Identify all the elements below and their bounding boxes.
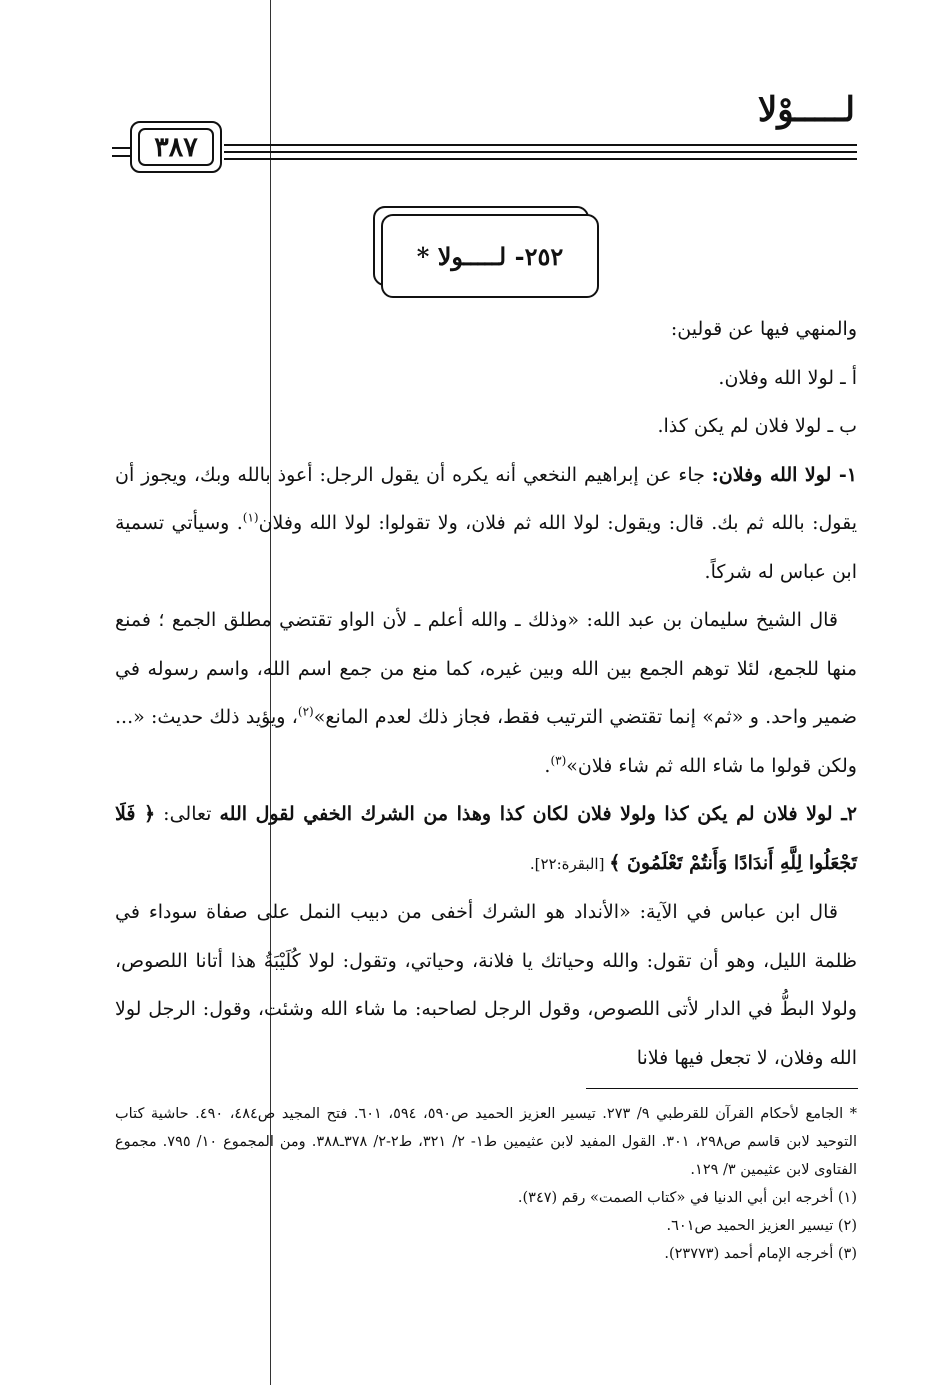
point-text-tail: . وسيأتي تسمية ابن عباس له شركاً. xyxy=(115,512,857,583)
quran-verse: ﴿ فَلَا تَجْعَلُوا لِلَّهِ أَندَادًا وَأَنتُمْ تَعْلَمُونَ ﴾ xyxy=(115,803,857,874)
running-title: لـــــوْلا xyxy=(757,90,855,130)
footnote-separator xyxy=(586,1088,858,1089)
section-heading: ٢٥٢- لـــــولا * xyxy=(381,214,599,298)
footnote-ref[interactable]: (٣) xyxy=(550,753,567,768)
footnotes xyxy=(115,1100,857,1268)
body-text xyxy=(115,305,857,1082)
paragraph-quote xyxy=(115,596,857,790)
point-heading: ٢ـ لولا فلان لم يكن كذا ولولا فلان لكان كذا وهذا من الشرك الخفي لقول الله xyxy=(219,803,857,825)
footnote-2: (٢) تيسير العزيز الحميد ص٦٠١. xyxy=(666,1218,857,1234)
list-item-b: ب ـ لولا فلان لم يكن كذا. xyxy=(657,415,857,437)
header-rule-left xyxy=(112,155,130,157)
footnote-1: (١) أخرجه ابن أبي الدنيا في «كتاب الصمت» رقم (٣٤٧). xyxy=(517,1190,857,1206)
page-number: ٣٨٧ xyxy=(138,128,214,166)
ibn-abbas-text: قال ابن عباس في الآية: «الأنداد هو الشرك أخفى من دبيب النمل على صفاة سوداء في ظلمة الليل، وهو أن تقول: والله وحياتك يا فلانة، وحياتي، وتقول: لولا كُلَيْبَةُ هذا أتانا اللصوص، ولولا البطُّ في الدار لأتى اللصوص، وقول الرجل لصاحبه: ما شاء الله وشئت، وقول: الرجل لولا الله وفلان، لا تجعل فيها فلانا xyxy=(115,901,857,1069)
quote-text: قال الشيخ سليمان بن عبد الله: «وذلك ـ والله أعلم ـ لأن الواو تقتضي مطلق الجمع ؛ فمنع منها للجمع، لئلا توهم الجمع بين الله وبين غيره، كما منع من جمع اسم الله، واسم رسوله في ضمير واحد. و «ثم» إنما تقتضي الترتيب فقط، فجاز ذلك لعدم المانع» xyxy=(115,609,857,728)
quote-text-end: . xyxy=(544,754,551,777)
point-heading: ١- لولا الله وفلان: xyxy=(711,463,857,486)
point-lead: تعالى: xyxy=(155,803,220,825)
footnote-sources: * الجامع لأحكام القرآن للقرطبي ٩/ ٢٧٣. تيسير العزيز الحميد ص٥٩٠، ٥٩٤، ٦٠١. فتح المجيد ص٤٨٤، ٤٩٠. حاشية كتاب التوحيد لابن قاسم ص٢٩٨، ٣٠١. القول المفيد لابن عثيمين ط١- ٢/ ٣٢١، ط٢-٢/ ٣٧٨ـ٣٨٨. ومن المجموع ١٠/ ٧٩٥. مجموع الفتاوى لابن عثيمين ٣/ ١٢٩. xyxy=(115,1106,858,1178)
paragraph-first-point xyxy=(115,451,857,597)
paragraph-second-point xyxy=(115,790,857,888)
header-rule xyxy=(224,151,857,153)
page-number-box xyxy=(130,121,222,173)
header-rule-left xyxy=(112,147,130,149)
footnote-ref[interactable]: (٢) xyxy=(297,704,314,719)
footnote-3: (٣) أخرجه الإمام أحمد (٢٣٧٧٣). xyxy=(664,1246,857,1262)
list-item-a: أ ـ لولا الله وفلان. xyxy=(718,366,857,389)
point-text: جاء عن إبراهيم النخعي أنه يكره أن يقول الرجل: أعوذ بالله وبك، ويجوز أن يقول: بالله ثم بك. قال: ويقول: لولا الله ثم فلان، ولا تقولوا: لولا الله وفلان xyxy=(115,463,857,534)
footnote-ref[interactable]: (١) xyxy=(242,510,259,525)
paragraph-intro: والمنهي فيها عن قولين: xyxy=(670,318,857,340)
paragraph-ibn-abbas xyxy=(115,888,857,1082)
quote-text-mid: ، ويؤيد ذلك حديث: «... ولكن قولوا ما شاء الله ثم شاء فلان» xyxy=(115,706,857,777)
header-rule xyxy=(224,144,857,146)
header-rule xyxy=(224,158,857,160)
verse-citation: [البقرة:٢٢]. xyxy=(529,854,610,873)
section-heading-frame xyxy=(373,206,601,298)
